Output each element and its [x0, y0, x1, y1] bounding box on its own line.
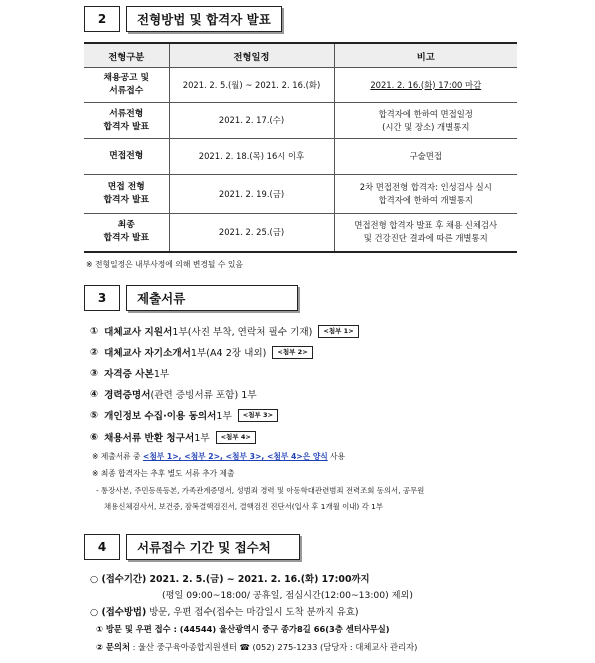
item-title: 대체교사 자기소개서: [104, 348, 191, 359]
additional-docs-list: 채용신체검사서, 보건증, 잠복결핵검진서, 결핵검진 진단서(입사 후 1개월 이내) 각 1부: [104, 502, 383, 511]
attachment-tag: <첨부 1>: [318, 325, 358, 338]
application-period: ○ (접수기간) 2021. 2. 5.(금) ~ 2021. 2. 16.(화) 17:00까지: [90, 574, 370, 585]
section-title: 서류접수 기간 및 접수처: [126, 534, 300, 560]
item-title: 자격증 사본: [104, 369, 154, 380]
schedule-footnote: ※ 전형일정은 내부사정에 의해 변경될 수 있음: [86, 260, 243, 269]
schedule-table: [84, 42, 517, 253]
item-detail: 1부: [194, 433, 210, 444]
section-title: 제출서류: [126, 285, 298, 311]
document-item: [90, 324, 359, 338]
application-method: ○ (접수방법) 방문, 우편 접수(접수는 마감일시 도착 분까지 유효): [90, 607, 359, 618]
item-number: ⑥: [90, 431, 99, 443]
stage-label: 합격자 발표: [103, 121, 150, 132]
application-address: ① 방문 및 우편 접수 : (44544) 울산광역시 중구 종가8길 66(3층 센터사무실): [96, 624, 390, 634]
item-number: ③: [90, 367, 99, 379]
schedule-date: 2021. 2. 18.(목) 16시 이후: [169, 139, 334, 175]
attachment-tag: <첨부 3>: [238, 409, 278, 422]
stage-label: 면접 전형: [107, 182, 145, 192]
schedule-date: 2021. 2. 25.(금): [169, 214, 334, 252]
item-detail: 1부(사진 부착, 연락처 필수 기재): [172, 327, 313, 338]
item-number: ①: [90, 325, 99, 337]
table-row: [84, 175, 517, 214]
attachment-tag: <첨부 4>: [216, 431, 256, 444]
item-title: 경력증명서: [104, 390, 151, 401]
stage-label: 합격자 발표: [103, 233, 150, 244]
stage-label: 면접전형: [84, 139, 169, 175]
schedule-date: 2021. 2. 17.(수): [169, 103, 334, 139]
stage-label: 합격자 발표: [103, 195, 150, 205]
column-header: 전형일정: [169, 43, 334, 68]
item-detail: 1부: [153, 369, 170, 380]
document-item: [90, 345, 313, 359]
remark: 합격자에 한하여 개별통지: [378, 195, 473, 205]
submission-note: ※ 제출서류 중 <첨부 1>, <첨부 2>, <첨부 3>, <첨부 4>은 양식 사용: [92, 452, 345, 461]
attachment-tag: <첨부 2>: [272, 346, 312, 359]
item-title: 대체교사 지원서: [104, 327, 173, 338]
section-3-header: [84, 285, 298, 311]
final-applicant-note: ※ 최종 합격자는 추후 별도 서류 추가 제출: [92, 469, 235, 478]
application-hours: (평일 09:00~18:00/ 공휴일, 점심시간(12:00~13:00) 제외): [162, 590, 413, 601]
section-number: 4: [84, 534, 120, 560]
table-row: [84, 68, 517, 103]
section-4-header: [84, 534, 300, 560]
item-detail: (관련 증빙서류 포함) 1부: [150, 390, 257, 401]
remark: (시간 및 장소) 개별통지: [382, 121, 470, 132]
document-item: [90, 408, 278, 422]
table-row: [84, 103, 517, 139]
item-title: 개인정보 수집·이용 동의서: [104, 411, 217, 422]
section-number: 3: [84, 285, 120, 311]
stage-label: 최종: [117, 220, 135, 231]
column-header: 전형구분: [84, 43, 169, 68]
schedule-date: 2021. 2. 5.(월) ~ 2021. 2. 16.(화): [169, 68, 334, 103]
document-item: [90, 366, 169, 380]
stage-label: 서류전형: [109, 108, 144, 119]
item-title: 채용서류 반환 청구서: [104, 433, 195, 444]
section-title: 전형방법 및 합격자 발표: [126, 6, 282, 32]
remark: 2021. 2. 16.(화) 17:00 마감: [370, 79, 482, 90]
remark: 면접전형 합격자 발표 후 채용 신체검사: [354, 220, 498, 231]
section-number: 2: [84, 6, 120, 32]
stage-label: 채용공고 및: [103, 73, 150, 83]
additional-docs-list: - 통장사본, 주민등록등본, 가족관계증명서, 성범죄 경력 및 아동학대관련범죄 전력조회 동의서, 공무원: [96, 486, 425, 495]
item-number: ④: [90, 388, 99, 400]
attachment-form-note: <첨부 1>, <첨부 2>, <첨부 3>, <첨부 4>은 양식: [142, 452, 328, 461]
item-detail: 1부(A4 2장 내외): [190, 348, 267, 359]
column-header: 비고: [334, 43, 517, 68]
item-detail: 1부: [216, 411, 232, 422]
table-header-row: [84, 43, 517, 68]
item-number: ⑤: [90, 409, 99, 421]
remark: 합격자에 한하여 면접일정: [378, 108, 473, 119]
stage-label: 서류접수: [109, 86, 144, 96]
remark: 2차 면접전형 합격자: 인성검사 실시: [359, 182, 492, 192]
document-item: [90, 387, 257, 401]
table-row: [84, 139, 517, 175]
item-number: ②: [90, 346, 99, 358]
schedule-date: 2021. 2. 19.(금): [169, 175, 334, 214]
remark: 및 건강진단 결과에 따른 개별통지: [363, 233, 488, 244]
section-2-header: [84, 6, 282, 32]
table-row: [84, 214, 517, 252]
contact-info: ② 문의처 : 울산 중구육아종합지원센터 ☎ (052) 275-1233 (담당자 : 대체교사 관리자): [96, 642, 418, 652]
remark: 구술면접: [334, 139, 517, 175]
document-item: [90, 430, 256, 444]
